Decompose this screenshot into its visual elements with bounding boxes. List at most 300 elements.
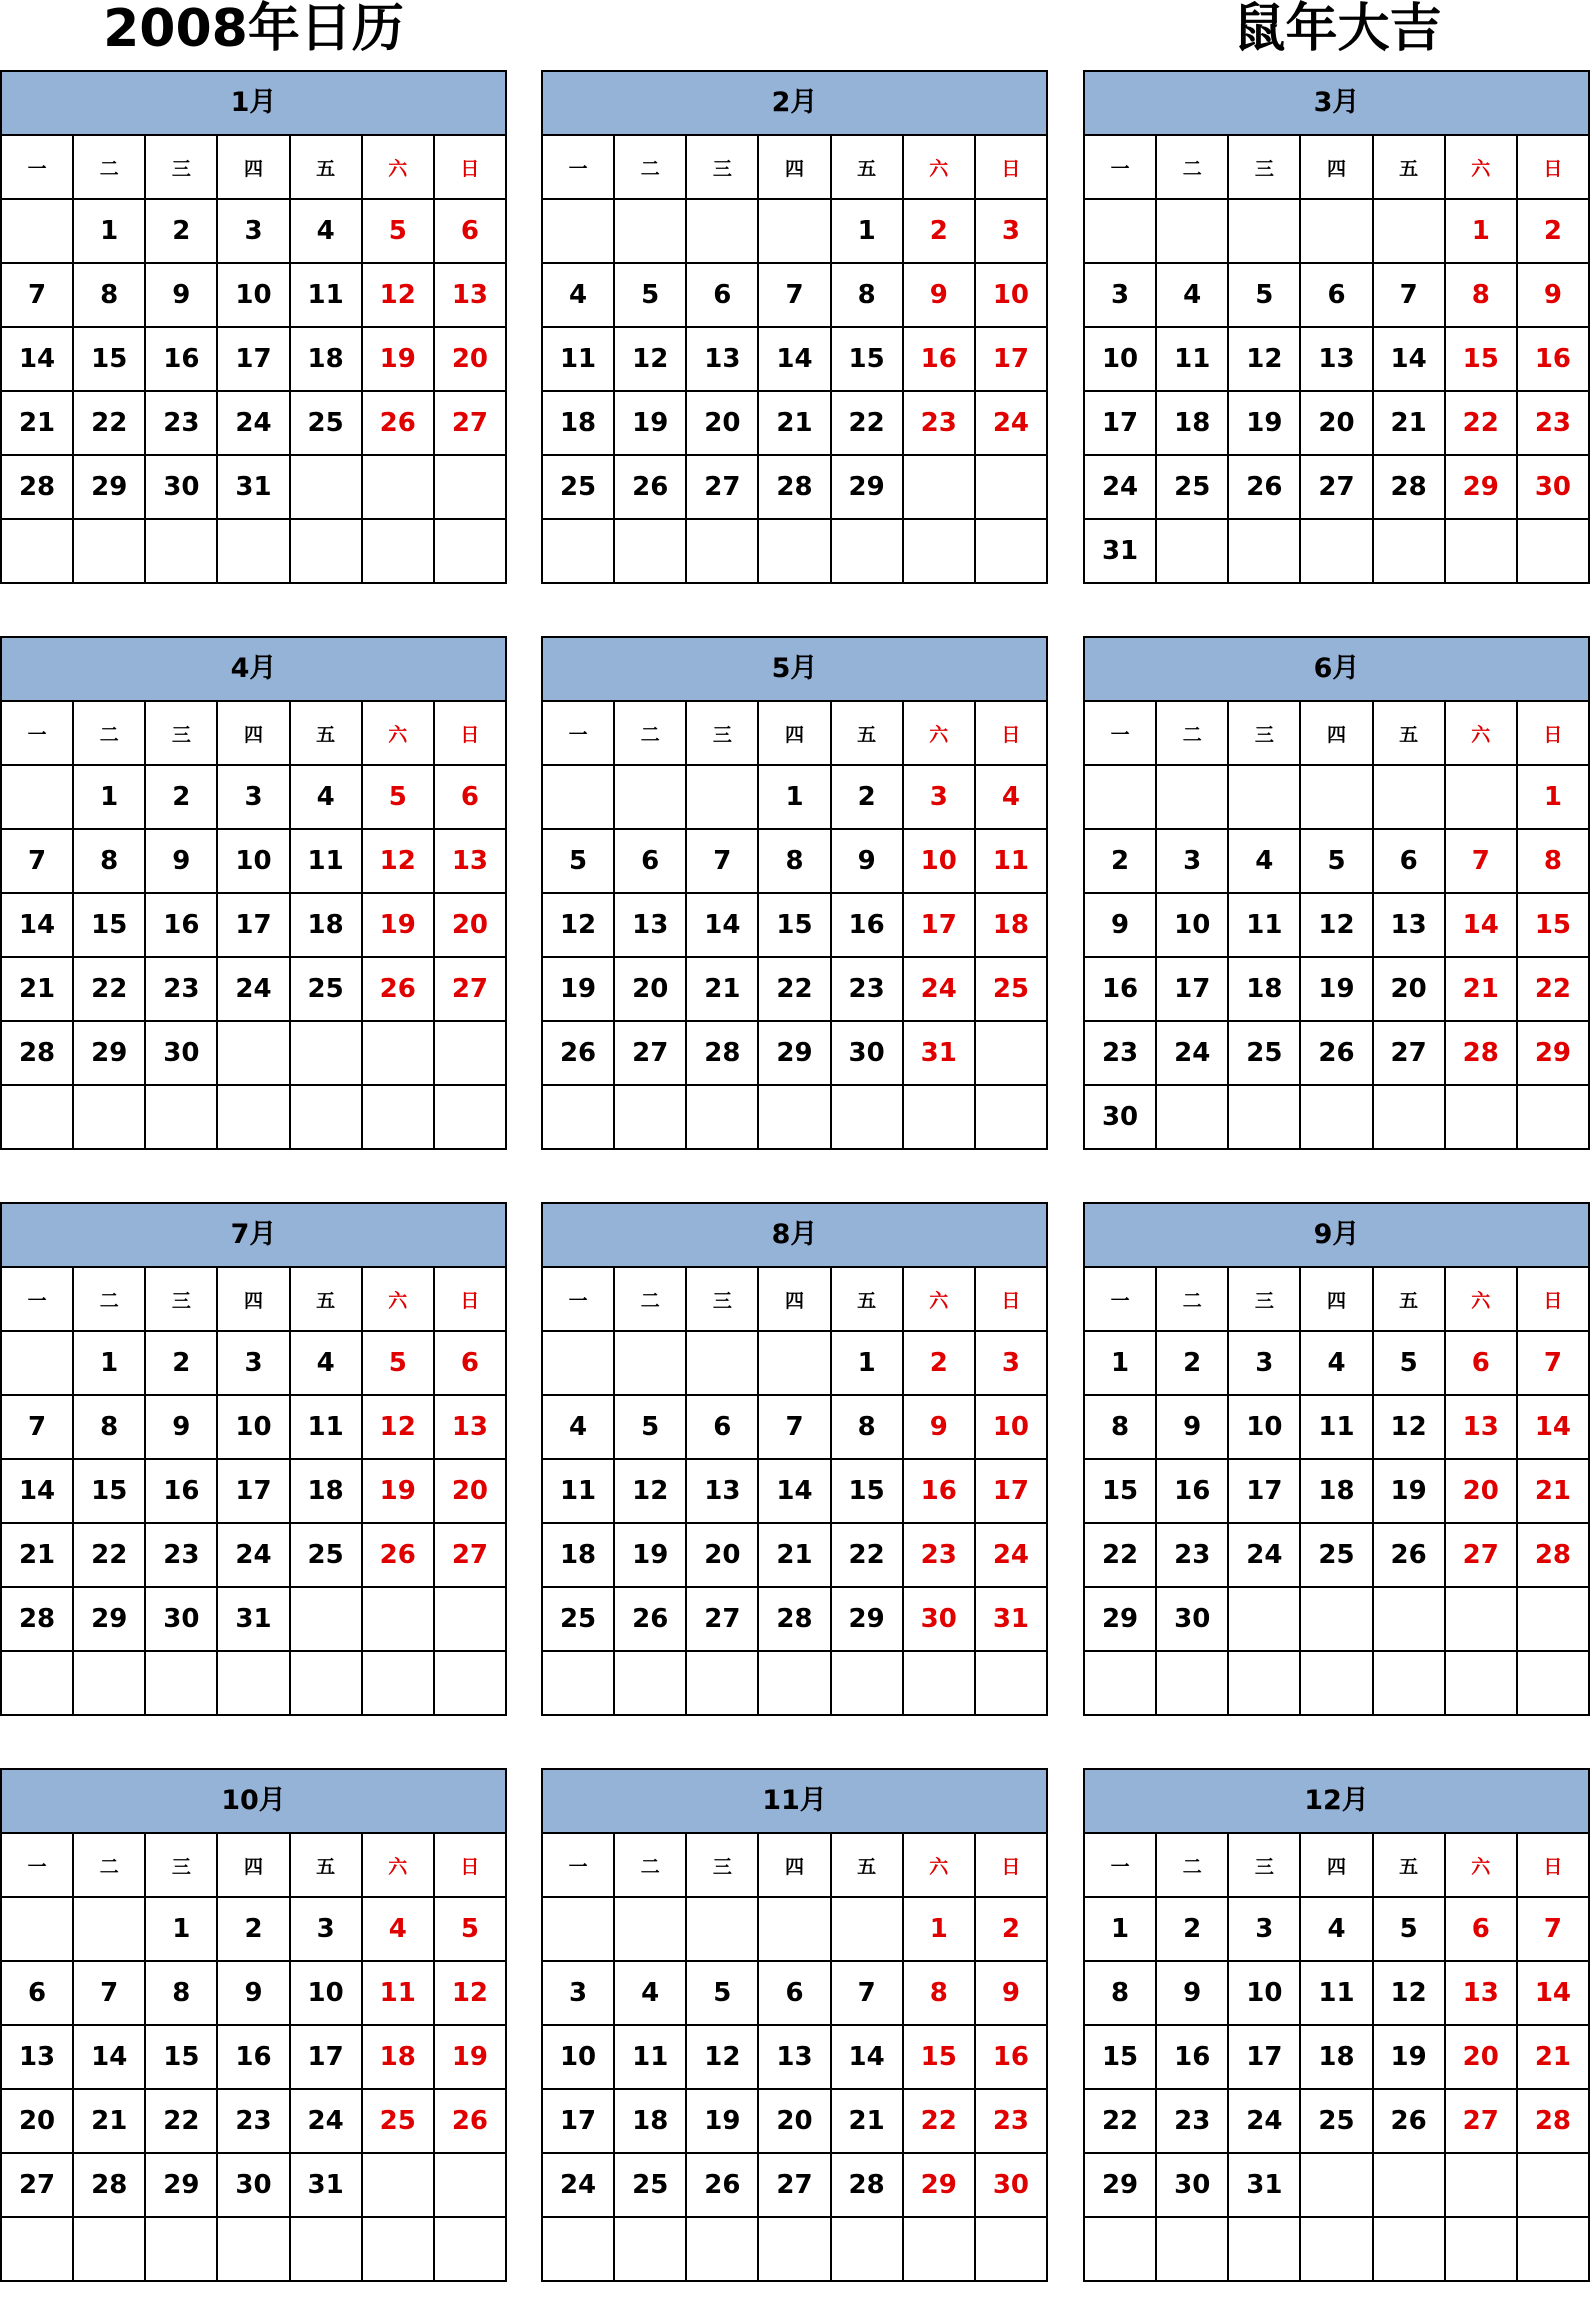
month-table <box>541 1834 1048 2282</box>
day-cell: 6 <box>686 263 758 327</box>
day-cell: 13 <box>1445 1961 1517 2025</box>
day-cell: 10 <box>217 829 289 893</box>
day-cell: 30 <box>217 2153 289 2217</box>
weekday-label: 五 <box>1373 702 1445 765</box>
day-cell: 7 <box>1445 829 1517 893</box>
weekday-label: 一 <box>1084 136 1156 199</box>
empty-cell <box>1228 1587 1300 1651</box>
weekday-label: 六 <box>362 136 434 199</box>
day-cell: 25 <box>290 391 362 455</box>
weekday-label: 二 <box>614 1834 686 1897</box>
month-block <box>541 1202 1048 1730</box>
day-cell: 20 <box>1445 1459 1517 1523</box>
day-cell: 16 <box>1156 2025 1228 2089</box>
week-row <box>542 327 1047 391</box>
day-cell: 18 <box>614 2089 686 2153</box>
weekday-row <box>542 702 1047 765</box>
day-cell: 29 <box>1084 1587 1156 1651</box>
week-row <box>1 2217 506 2281</box>
day-cell: 12 <box>1228 327 1300 391</box>
day-cell: 30 <box>903 1587 975 1651</box>
day-cell: 12 <box>614 1459 686 1523</box>
empty-cell <box>758 199 830 263</box>
empty-cell <box>975 1021 1047 1085</box>
empty-cell <box>975 519 1047 583</box>
day-cell: 21 <box>1517 1459 1589 1523</box>
day-cell: 28 <box>1 1587 73 1651</box>
empty-cell <box>1373 199 1445 263</box>
weekday-label: 二 <box>73 1268 145 1331</box>
empty-cell <box>1156 519 1228 583</box>
day-cell: 4 <box>1300 1897 1372 1961</box>
empty-cell <box>542 2217 614 2281</box>
day-cell: 1 <box>1084 1897 1156 1961</box>
month-block <box>1083 1768 1590 2296</box>
day-cell: 2 <box>903 199 975 263</box>
day-cell: 25 <box>1156 455 1228 519</box>
empty-cell <box>290 1085 362 1149</box>
day-cell: 5 <box>1373 1897 1445 1961</box>
day-cell: 27 <box>1445 2089 1517 2153</box>
empty-cell <box>1084 2217 1156 2281</box>
day-cell: 19 <box>614 391 686 455</box>
week-row <box>1084 327 1589 391</box>
day-cell: 31 <box>1084 519 1156 583</box>
day-cell: 16 <box>217 2025 289 2089</box>
weekday-row <box>1084 702 1589 765</box>
week-row <box>1 1961 506 2025</box>
day-cell: 4 <box>1300 1331 1372 1395</box>
day-cell: 12 <box>614 327 686 391</box>
day-cell: 21 <box>1 1523 73 1587</box>
empty-cell <box>975 2217 1047 2281</box>
day-cell: 8 <box>73 263 145 327</box>
empty-cell <box>217 2217 289 2281</box>
day-cell: 4 <box>290 1331 362 1395</box>
day-cell: 14 <box>1 327 73 391</box>
week-row <box>1 1587 506 1651</box>
day-cell: 22 <box>1084 1523 1156 1587</box>
day-cell: 19 <box>362 893 434 957</box>
week-row <box>1 957 506 1021</box>
weekday-label: 三 <box>145 1268 217 1331</box>
day-cell: 18 <box>975 893 1047 957</box>
month-table <box>1083 1834 1590 2282</box>
empty-cell <box>686 199 758 263</box>
empty-cell <box>1 1897 73 1961</box>
day-cell: 5 <box>1300 829 1372 893</box>
day-cell: 29 <box>73 455 145 519</box>
empty-cell <box>831 1085 903 1149</box>
week-row <box>542 1395 1047 1459</box>
day-cell: 4 <box>1228 829 1300 893</box>
day-cell: 21 <box>686 957 758 1021</box>
day-cell: 3 <box>1228 1897 1300 1961</box>
day-cell: 5 <box>362 765 434 829</box>
calendar-title: 2008年日历 <box>103 0 404 59</box>
month-table <box>1083 136 1590 584</box>
empty-cell <box>145 1085 217 1149</box>
day-cell: 9 <box>903 263 975 327</box>
day-cell: 28 <box>73 2153 145 2217</box>
empty-cell <box>614 1897 686 1961</box>
weekday-label: 一 <box>1 1834 73 1897</box>
week-row <box>1084 199 1589 263</box>
week-row <box>1084 391 1589 455</box>
week-row <box>1 765 506 829</box>
day-cell: 20 <box>1445 2025 1517 2089</box>
day-cell: 29 <box>1517 1021 1589 1085</box>
empty-cell <box>758 1897 830 1961</box>
month-table <box>1083 702 1590 1150</box>
month-block <box>0 70 507 598</box>
month-block <box>1083 636 1590 1164</box>
day-cell: 26 <box>686 2153 758 2217</box>
day-cell: 15 <box>831 1459 903 1523</box>
week-row <box>1 829 506 893</box>
day-cell: 18 <box>1156 391 1228 455</box>
day-cell: 9 <box>903 1395 975 1459</box>
weekday-label: 六 <box>903 702 975 765</box>
day-cell: 3 <box>975 199 1047 263</box>
weekday-label: 二 <box>614 702 686 765</box>
day-cell: 30 <box>831 1021 903 1085</box>
day-cell: 17 <box>1084 391 1156 455</box>
day-cell: 28 <box>831 2153 903 2217</box>
empty-cell <box>1445 1651 1517 1715</box>
empty-cell <box>542 1651 614 1715</box>
weekday-label: 一 <box>542 702 614 765</box>
day-cell: 19 <box>1228 391 1300 455</box>
day-cell: 19 <box>1373 2025 1445 2089</box>
day-cell: 25 <box>290 957 362 1021</box>
empty-cell <box>1 1331 73 1395</box>
day-cell: 24 <box>975 1523 1047 1587</box>
day-cell: 21 <box>758 1523 830 1587</box>
day-cell: 24 <box>903 957 975 1021</box>
weekday-label: 一 <box>542 136 614 199</box>
empty-cell <box>975 1085 1047 1149</box>
day-cell: 7 <box>73 1961 145 2025</box>
day-cell: 6 <box>434 1331 506 1395</box>
day-cell: 31 <box>217 1587 289 1651</box>
day-cell: 30 <box>1084 1085 1156 1149</box>
empty-cell <box>1228 519 1300 583</box>
day-cell: 24 <box>217 957 289 1021</box>
week-row <box>1 455 506 519</box>
weekday-label: 五 <box>1373 1268 1445 1331</box>
day-cell: 9 <box>145 829 217 893</box>
day-cell: 24 <box>1156 1021 1228 1085</box>
day-cell: 3 <box>903 765 975 829</box>
day-cell: 24 <box>217 1523 289 1587</box>
day-cell: 1 <box>1445 199 1517 263</box>
day-cell: 4 <box>290 199 362 263</box>
day-cell: 2 <box>1156 1331 1228 1395</box>
week-row <box>542 829 1047 893</box>
weekday-row <box>1084 136 1589 199</box>
day-cell: 11 <box>614 2025 686 2089</box>
empty-cell <box>1445 765 1517 829</box>
weekday-row <box>542 1834 1047 1897</box>
weekday-label: 二 <box>1156 1268 1228 1331</box>
day-cell: 16 <box>145 327 217 391</box>
day-cell: 12 <box>1300 893 1372 957</box>
day-cell: 10 <box>542 2025 614 2089</box>
day-cell: 13 <box>434 829 506 893</box>
day-cell: 23 <box>1084 1021 1156 1085</box>
empty-cell <box>1517 1587 1589 1651</box>
day-cell: 22 <box>73 391 145 455</box>
day-cell: 20 <box>686 391 758 455</box>
week-row <box>542 2089 1047 2153</box>
day-cell: 27 <box>1445 1523 1517 1587</box>
day-cell: 2 <box>1084 829 1156 893</box>
empty-cell <box>1 1085 73 1149</box>
day-cell: 21 <box>1 957 73 1021</box>
empty-cell <box>362 1587 434 1651</box>
day-cell: 2 <box>831 765 903 829</box>
day-cell: 6 <box>434 765 506 829</box>
day-cell: 18 <box>1228 957 1300 1021</box>
day-cell: 1 <box>1517 765 1589 829</box>
day-cell: 8 <box>73 1395 145 1459</box>
day-cell: 4 <box>542 1395 614 1459</box>
empty-cell <box>1517 519 1589 583</box>
day-cell: 9 <box>1517 263 1589 327</box>
day-cell: 14 <box>1 893 73 957</box>
day-cell: 12 <box>362 1395 434 1459</box>
empty-cell <box>1156 199 1228 263</box>
day-cell: 2 <box>217 1897 289 1961</box>
weekday-row <box>1084 1268 1589 1331</box>
week-row <box>1 1085 506 1149</box>
empty-cell <box>1300 1085 1372 1149</box>
week-row <box>1084 765 1589 829</box>
week-row <box>542 1651 1047 1715</box>
week-row <box>1084 2089 1589 2153</box>
weekday-label: 二 <box>73 702 145 765</box>
weekday-label: 三 <box>686 136 758 199</box>
empty-cell <box>1373 1085 1445 1149</box>
empty-cell <box>1373 765 1445 829</box>
day-cell: 3 <box>1084 263 1156 327</box>
day-cell: 29 <box>73 1021 145 1085</box>
day-cell: 10 <box>903 829 975 893</box>
empty-cell <box>1228 199 1300 263</box>
day-cell: 4 <box>290 765 362 829</box>
empty-cell <box>1084 199 1156 263</box>
month-header: 6月 <box>1083 636 1590 702</box>
day-cell: 25 <box>542 1587 614 1651</box>
empty-cell <box>434 1085 506 1149</box>
day-cell: 3 <box>217 765 289 829</box>
day-cell: 15 <box>1084 2025 1156 2089</box>
month-header: 11月 <box>541 1768 1048 1834</box>
day-cell: 18 <box>290 893 362 957</box>
day-cell: 20 <box>434 893 506 957</box>
day-cell: 6 <box>758 1961 830 2025</box>
day-cell: 10 <box>975 1395 1047 1459</box>
day-cell: 15 <box>73 1459 145 1523</box>
day-cell: 5 <box>686 1961 758 2025</box>
weekday-label: 二 <box>614 136 686 199</box>
weekday-label: 一 <box>542 1268 614 1331</box>
week-row <box>542 2217 1047 2281</box>
day-cell: 8 <box>1517 829 1589 893</box>
day-cell: 15 <box>73 327 145 391</box>
day-cell: 14 <box>1 1459 73 1523</box>
day-cell: 26 <box>614 1587 686 1651</box>
week-row <box>1 2153 506 2217</box>
day-cell: 12 <box>362 263 434 327</box>
day-cell: 17 <box>217 327 289 391</box>
week-row <box>542 2025 1047 2089</box>
empty-cell <box>73 2217 145 2281</box>
day-cell: 26 <box>1373 1523 1445 1587</box>
day-cell: 22 <box>831 1523 903 1587</box>
day-cell: 24 <box>290 2089 362 2153</box>
empty-cell <box>1373 2217 1445 2281</box>
day-cell: 10 <box>1084 327 1156 391</box>
month-block <box>0 1202 507 1730</box>
day-cell: 6 <box>1300 263 1372 327</box>
empty-cell <box>362 2153 434 2217</box>
day-cell: 31 <box>1228 2153 1300 2217</box>
week-row <box>1084 1459 1589 1523</box>
empty-cell <box>1084 765 1156 829</box>
day-cell: 19 <box>686 2089 758 2153</box>
day-cell: 27 <box>686 1587 758 1651</box>
weekday-label: 一 <box>1 702 73 765</box>
empty-cell <box>903 519 975 583</box>
day-cell: 25 <box>362 2089 434 2153</box>
day-cell: 26 <box>1373 2089 1445 2153</box>
week-row <box>542 263 1047 327</box>
weekday-label: 六 <box>1445 702 1517 765</box>
weekday-label: 三 <box>686 702 758 765</box>
week-row <box>1084 1897 1589 1961</box>
day-cell: 19 <box>362 327 434 391</box>
day-cell: 18 <box>290 327 362 391</box>
empty-cell <box>614 519 686 583</box>
weekday-row <box>542 1268 1047 1331</box>
empty-cell <box>1445 2153 1517 2217</box>
day-cell: 13 <box>686 327 758 391</box>
day-cell: 20 <box>1 2089 73 2153</box>
week-row <box>1084 1021 1589 1085</box>
weekday-label: 五 <box>831 1268 903 1331</box>
weekday-label: 三 <box>1228 702 1300 765</box>
empty-cell <box>542 199 614 263</box>
day-cell: 19 <box>434 2025 506 2089</box>
empty-cell <box>1228 765 1300 829</box>
weekday-label: 四 <box>1300 702 1372 765</box>
empty-cell <box>434 2153 506 2217</box>
day-cell: 25 <box>542 455 614 519</box>
empty-cell <box>434 519 506 583</box>
week-row <box>1084 1651 1589 1715</box>
empty-cell <box>758 2217 830 2281</box>
empty-cell <box>1445 2217 1517 2281</box>
month-table <box>0 702 507 1150</box>
weekday-label: 三 <box>145 1834 217 1897</box>
day-cell: 13 <box>1 2025 73 2089</box>
empty-cell <box>1084 1651 1156 1715</box>
day-cell: 15 <box>145 2025 217 2089</box>
day-cell: 31 <box>290 2153 362 2217</box>
day-cell: 9 <box>1084 893 1156 957</box>
day-cell: 3 <box>975 1331 1047 1395</box>
day-cell: 29 <box>758 1021 830 1085</box>
week-row <box>1 199 506 263</box>
day-cell: 18 <box>362 2025 434 2089</box>
weekday-label: 三 <box>145 136 217 199</box>
day-cell: 27 <box>614 1021 686 1085</box>
empty-cell <box>145 519 217 583</box>
empty-cell <box>1373 2153 1445 2217</box>
empty-cell <box>1300 2217 1372 2281</box>
weekday-row <box>1 136 506 199</box>
weekday-label: 四 <box>1300 1268 1372 1331</box>
day-cell: 27 <box>434 957 506 1021</box>
empty-cell <box>1 519 73 583</box>
day-cell: 2 <box>145 199 217 263</box>
month-header: 4月 <box>0 636 507 702</box>
day-cell: 19 <box>614 1523 686 1587</box>
weekday-row <box>1 1834 506 1897</box>
weekday-label: 五 <box>290 136 362 199</box>
day-cell: 27 <box>434 391 506 455</box>
day-cell: 28 <box>686 1021 758 1085</box>
day-cell: 16 <box>903 327 975 391</box>
empty-cell <box>362 1085 434 1149</box>
week-row <box>1 2025 506 2089</box>
day-cell: 20 <box>614 957 686 1021</box>
empty-cell <box>1445 1085 1517 1149</box>
day-cell: 20 <box>434 1459 506 1523</box>
weekday-label: 日 <box>434 136 506 199</box>
weekday-label: 四 <box>758 1834 830 1897</box>
empty-cell <box>542 1331 614 1395</box>
empty-cell <box>362 2217 434 2281</box>
day-cell: 23 <box>831 957 903 1021</box>
weekday-label: 日 <box>434 702 506 765</box>
day-cell: 5 <box>362 199 434 263</box>
empty-cell <box>542 519 614 583</box>
empty-cell <box>145 1651 217 1715</box>
empty-cell <box>686 1085 758 1149</box>
day-cell: 12 <box>686 2025 758 2089</box>
day-cell: 14 <box>758 1459 830 1523</box>
empty-cell <box>1517 1085 1589 1149</box>
day-cell: 24 <box>1084 455 1156 519</box>
day-cell: 20 <box>686 1523 758 1587</box>
day-cell: 17 <box>975 327 1047 391</box>
day-cell: 11 <box>1156 327 1228 391</box>
day-cell: 23 <box>903 1523 975 1587</box>
day-cell: 8 <box>1445 263 1517 327</box>
empty-cell <box>1517 1651 1589 1715</box>
day-cell: 18 <box>1300 2025 1372 2089</box>
day-cell: 8 <box>73 829 145 893</box>
day-cell: 6 <box>1 1961 73 2025</box>
day-cell: 6 <box>614 829 686 893</box>
weekday-label: 六 <box>362 702 434 765</box>
empty-cell <box>1300 1651 1372 1715</box>
day-cell: 13 <box>758 2025 830 2089</box>
weekday-label: 四 <box>1300 1834 1372 1897</box>
